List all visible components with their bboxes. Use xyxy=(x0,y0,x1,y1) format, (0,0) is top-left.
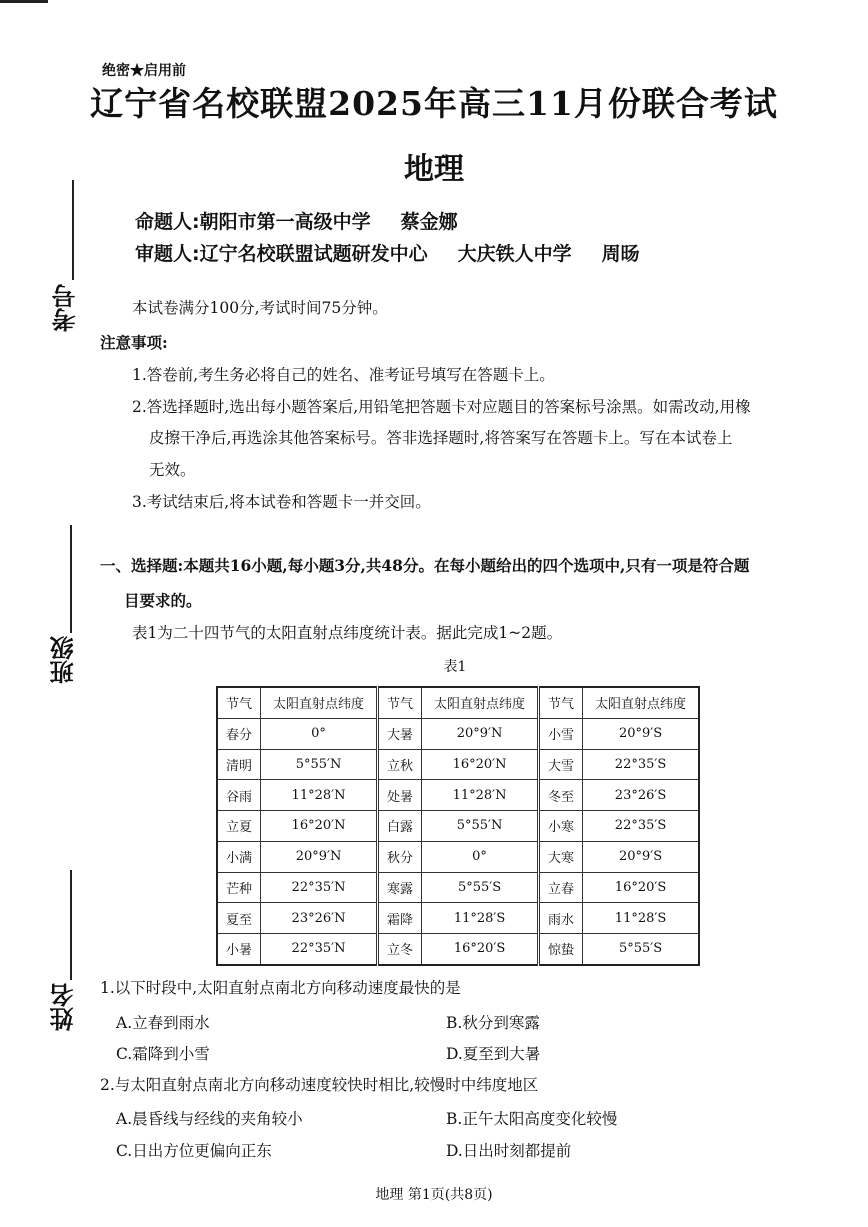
table-header: 节气 xyxy=(539,687,583,718)
table-header: 太阳直射点纬度 xyxy=(261,687,378,718)
name-label: 姓名 xyxy=(50,983,78,1031)
table-cell: 16°20′S xyxy=(583,872,699,903)
solar-latitude-table xyxy=(216,686,700,966)
note-item: 3.考试结束后,将本试卷和答题卡一并交回。 xyxy=(132,493,431,511)
author-school: 朝阳市第一高级中学 xyxy=(199,211,371,233)
author-label: 命题人: xyxy=(135,211,200,233)
reviewer-line xyxy=(135,239,640,266)
question-2-option-b: B.正午太阳高度变化较慢 xyxy=(446,1110,618,1128)
top-rule xyxy=(0,0,48,3)
question-2-stem: 2.与太阳直射点南北方向移动速度较快时相比,较慢时中纬度地区 xyxy=(100,1076,539,1094)
table-cell: 小雪 xyxy=(539,718,583,749)
table-cell: 小暑 xyxy=(217,933,261,965)
table-cell: 大暑 xyxy=(378,718,422,749)
table-cell: 立春 xyxy=(539,872,583,903)
question-2-option-c: C.日出方位更偏向正东 xyxy=(116,1142,272,1160)
table-cell: 23°26′N xyxy=(261,903,378,934)
note-item: 无效。 xyxy=(149,461,196,479)
table-cell: 立夏 xyxy=(217,811,261,842)
table-cell: 芒种 xyxy=(217,872,261,903)
table-cell: 11°28′N xyxy=(261,780,378,811)
confidential-mark: 绝密★启用前 xyxy=(102,63,186,79)
table-cell: 霜降 xyxy=(378,903,422,934)
name-line xyxy=(70,870,72,980)
exam-number-label: 考号 xyxy=(52,284,80,332)
question-2-option-d: D.日出时刻都提前 xyxy=(446,1142,572,1160)
section-heading: 一、选择题:本题共16小题,每小题3分,共48分。在每小题给出的四个选项中,只有一项是符合题 xyxy=(100,556,750,575)
author-line xyxy=(135,207,458,234)
table-cell: 清明 xyxy=(217,749,261,780)
table-header: 太阳直射点纬度 xyxy=(583,687,699,718)
table-cell: 夏至 xyxy=(217,903,261,934)
table-row xyxy=(217,718,699,749)
reviewer-label: 审题人: xyxy=(135,243,200,265)
table-cell: 立冬 xyxy=(378,933,422,965)
table-cell: 惊蛰 xyxy=(539,933,583,965)
table-cell: 谷雨 xyxy=(217,780,261,811)
table-header: 节气 xyxy=(378,687,422,718)
table-cell: 23°26′S xyxy=(583,780,699,811)
subject-title: 地理 xyxy=(404,152,464,187)
class-line xyxy=(70,525,72,633)
question-1-option-c: C.霜降到小雪 xyxy=(116,1045,210,1063)
table-row xyxy=(217,872,699,903)
table-cell: 白露 xyxy=(378,811,422,842)
table-cell: 秋分 xyxy=(378,841,422,872)
note-item: 2.答选择题时,选出每小题答案后,用铅笔把答题卡对应题目的答案标号涂黑。如需改动,用橡 xyxy=(132,398,751,416)
table-cell: 5°55′S xyxy=(583,933,699,965)
table-cell: 11°28′N xyxy=(422,780,539,811)
question-1-option-b: B.秋分到寒露 xyxy=(446,1014,540,1032)
class-label: 班级 xyxy=(50,636,78,684)
table-cell: 20°9′N xyxy=(422,718,539,749)
table-cell: 5°55′N xyxy=(422,811,539,842)
material-intro: 表1为二十四节气的太阳直射点纬度统计表。据此完成1~2题。 xyxy=(132,624,563,642)
notes-title: 注意事项: xyxy=(100,333,168,352)
table-cell: 22°35′N xyxy=(261,872,378,903)
exam-title: 辽宁省名校联盟2025年高三11月份联合考试 xyxy=(90,84,778,123)
note-item: 1.答卷前,考生务必将自己的姓名、准考证号填写在答题卡上。 xyxy=(132,366,555,384)
table-cell: 大雪 xyxy=(539,749,583,780)
table-cell: 处暑 xyxy=(378,780,422,811)
question-1-stem: 1.以下时段中,太阳直射点南北方向移动速度最快的是 xyxy=(100,979,461,997)
table-cell: 20°9′N xyxy=(261,841,378,872)
exam-intro: 本试卷满分100分,考试时间75分钟。 xyxy=(132,299,388,317)
table-cell: 16°20′N xyxy=(422,749,539,780)
table-cell: 春分 xyxy=(217,718,261,749)
table-header: 太阳直射点纬度 xyxy=(422,687,539,718)
table-cell: 22°35′S xyxy=(583,811,699,842)
table-header-row xyxy=(217,687,699,718)
table-cell: 11°28′S xyxy=(422,903,539,934)
question-1-option-d: D.夏至到大暑 xyxy=(446,1045,541,1063)
table-cell: 冬至 xyxy=(539,780,583,811)
table-row xyxy=(217,811,699,842)
table-cell: 寒露 xyxy=(378,872,422,903)
table-cell: 22°35′N xyxy=(261,933,378,965)
author-name: 蔡金娜 xyxy=(400,211,458,233)
table-cell: 小满 xyxy=(217,841,261,872)
reviewer-name: 周旸 xyxy=(601,243,640,265)
reviewer-org: 辽宁名校联盟试题研发中心 xyxy=(199,243,428,265)
table-row xyxy=(217,933,699,965)
table-cell: 20°9′S xyxy=(583,841,699,872)
table-row xyxy=(217,903,699,934)
table-cell: 5°55′N xyxy=(261,749,378,780)
table-cell: 雨水 xyxy=(539,903,583,934)
page-footer: 地理 第1页(共8页) xyxy=(375,1187,493,1203)
table-cell: 小寒 xyxy=(539,811,583,842)
table-cell: 5°55′S xyxy=(422,872,539,903)
exam-number-line xyxy=(72,180,74,280)
table-row xyxy=(217,841,699,872)
note-item: 皮擦干净后,再选涂其他答案标号。答非选择题时,将答案写在答题卡上。写在本试卷上 xyxy=(149,429,733,447)
table-cell: 16°20′S xyxy=(422,933,539,965)
table-row xyxy=(217,780,699,811)
table-cell: 22°35′S xyxy=(583,749,699,780)
question-1-option-a: A.立春到雨水 xyxy=(116,1014,210,1032)
table-cell: 20°9′S xyxy=(583,718,699,749)
section-heading-cont: 目要求的。 xyxy=(124,591,202,610)
reviewer-school: 大庆铁人中学 xyxy=(457,243,572,265)
table-header: 节气 xyxy=(217,687,261,718)
table-row xyxy=(217,749,699,780)
table-cell: 0° xyxy=(261,718,378,749)
question-2-option-a: A.晨昏线与经线的夹角较小 xyxy=(116,1110,303,1128)
table-caption: 表1 xyxy=(443,659,467,675)
table-cell: 11°28′S xyxy=(583,903,699,934)
table-cell: 大寒 xyxy=(539,841,583,872)
table-cell: 0° xyxy=(422,841,539,872)
table-cell: 立秋 xyxy=(378,749,422,780)
table-cell: 16°20′N xyxy=(261,811,378,842)
